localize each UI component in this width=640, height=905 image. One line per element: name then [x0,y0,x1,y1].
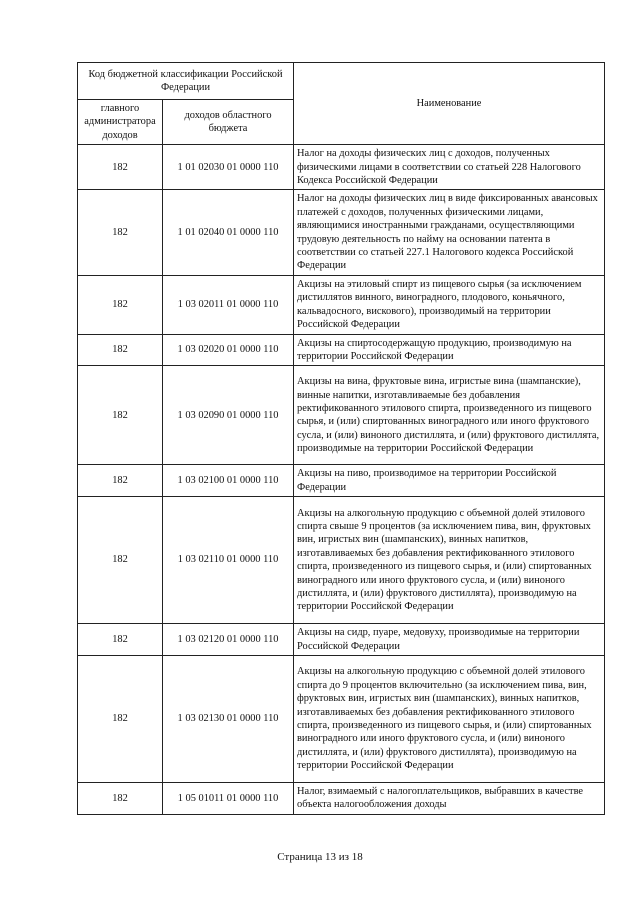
budget-code: 1 03 02110 01 0000 110 [163,497,294,624]
revenue-name: Акцизы на сидр, пуаре, медовуху, производимые на территории Российской Федерации [294,624,605,656]
table-row [78,334,605,366]
revenue-name: Акцизы на этиловый спирт из пищевого сырья (за исключением дистиллятов винного, виноградного, плодового, коньячного, кальвадосного, вискового), производимый на территории Российской Федерации [294,275,605,334]
table-row [78,190,605,275]
header-admin: главного администратора доходов [78,100,163,145]
budget-code: 1 01 02040 01 0000 110 [163,190,294,275]
header-income: доходов областного бюджета [163,100,294,145]
revenue-name: Акцизы на пиво, производимое на территории Российской Федерации [294,465,605,497]
table-row [78,655,605,782]
budget-classification-table [77,62,605,815]
revenue-name: Налог на доходы физических лиц в виде фиксированных авансовых платежей с доходов, полученных физическими лицами, являющимися иностранными гражданами, осуществляющими трудовую деятельность по найму на основании патента в соответствии со статьей 227.1 Налогового кодекса Российской Федерации [294,190,605,275]
table-row [78,366,605,465]
revenue-name: Налог на доходы физических лиц с доходов, полученных физическими лицами в соответствии со статьей 228 Налогового Кодекса Российской Федерации [294,145,605,190]
budget-code: 1 03 02011 01 0000 110 [163,275,294,334]
budget-code: 1 03 02020 01 0000 110 [163,334,294,366]
admin-code: 182 [78,497,163,624]
admin-code: 182 [78,465,163,497]
admin-code: 182 [78,624,163,656]
table-row [78,275,605,334]
table-row [78,497,605,624]
header-name: Наименование [294,63,605,145]
budget-code: 1 03 02120 01 0000 110 [163,624,294,656]
revenue-name: Акцизы на алкогольную продукцию с объемной долей этилового спирта свыше 9 процентов (за исключением пива, вин, фруктовых вин, игристых вин (шампанских), винных напитков, изготавливаемых без добавления ректификованного этилового спирта, произведенного из пищевого сырья, и (или) спиртованных виноградного или иного фруктового сусла, и (или) виноного дистиллята, и (или) фруктового дистиллята), производимую на территории Российской Федерации [294,497,605,624]
page-number: Страница 13 из 18 [277,851,363,863]
admin-code: 182 [78,655,163,782]
revenue-name: Акцизы на вина, фруктовые вина, игристые вина (шампанские), винные напитки, изготавливаемые без добавления ректификованного этилового спирта, произведенного из пищевого сырья, и (или) спиртованных виноградного или иного фруктового сусла, и (или) виноного дистиллята, и (или) фруктового дистиллята, производимые на территории Российской Федерации [294,366,605,465]
budget-code: 1 03 02130 01 0000 110 [163,655,294,782]
admin-code: 182 [78,145,163,190]
admin-code: 182 [78,190,163,275]
admin-code: 182 [78,366,163,465]
revenue-name: Акцизы на алкогольную продукцию с объемной долей этилового спирта до 9 процентов включительно (за исключением пива, вин, фруктовых вин, игристых вин (шампанских), винных напитков, изготавливаемых без добавления ректификованного этилового спирта, произведенного из пищевого сырья, и (или) спиртованных виноградного или иного фруктового сусла, и (или) виноного дистиллята, и (или) фруктового дистиллята), производимую на территории Российской Федерации [294,655,605,782]
table-row [78,465,605,497]
admin-code: 182 [78,782,163,814]
admin-code: 182 [78,334,163,366]
budget-code: 1 01 02030 01 0000 110 [163,145,294,190]
header-code-group: Код бюджетной классификации Российской Федерации [78,63,294,100]
table-row [78,782,605,814]
budget-code: 1 03 02090 01 0000 110 [163,366,294,465]
budget-code: 1 05 01011 01 0000 110 [163,782,294,814]
revenue-name: Налог, взимаемый с налогоплательщиков, выбравших в качестве объекта налогообложения доходы [294,782,605,814]
admin-code: 182 [78,275,163,334]
revenue-name: Акцизы на спиртосодержащую продукцию, производимую на территории Российской Федерации [294,334,605,366]
table-row [78,624,605,656]
budget-code: 1 03 02100 01 0000 110 [163,465,294,497]
table-row [78,145,605,190]
